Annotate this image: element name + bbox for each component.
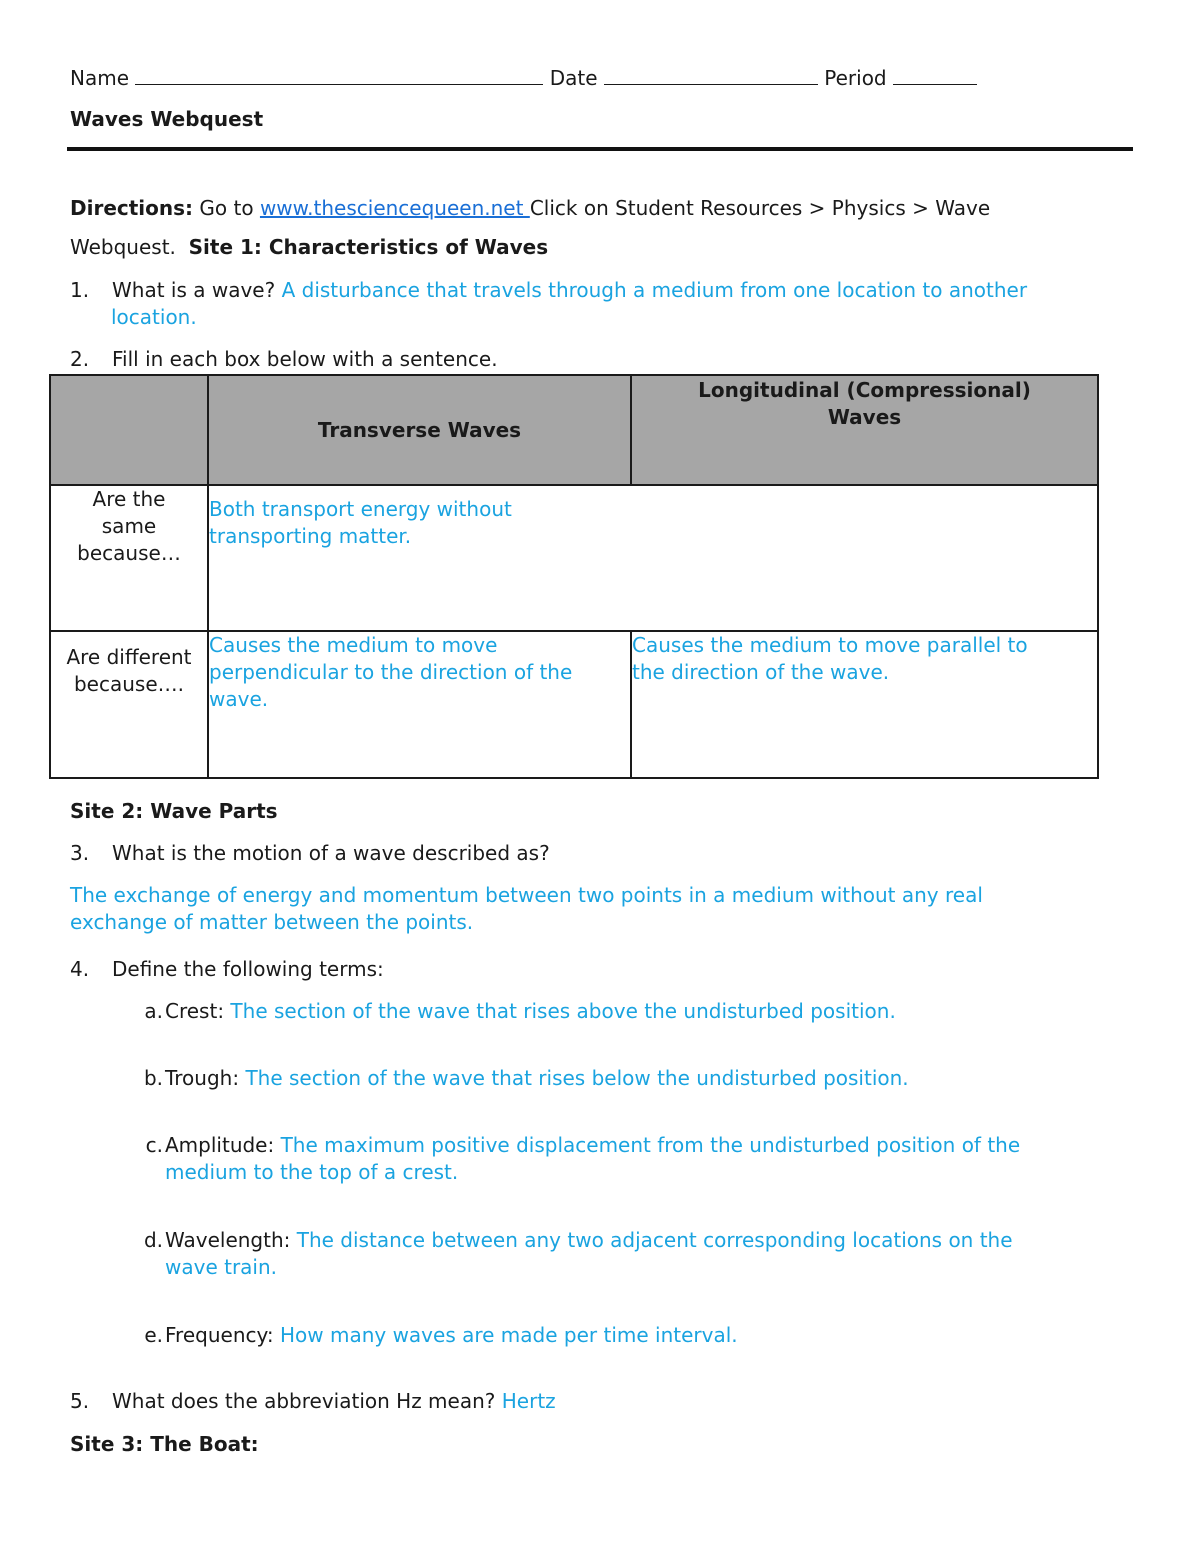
question-4-text: Define the following terms: bbox=[112, 957, 384, 981]
term-amplitude: c. Amplitude: The maximum positive displacement from the undisturbed position of the bbox=[145, 1133, 1021, 1157]
row-same-answer[interactable]: Both transport energy without transporting matter. bbox=[208, 485, 1098, 631]
directions-rest: Click on Student Resources > Physics > Wave bbox=[529, 196, 991, 220]
term-definition: The section of the wave that rises above the undisturbed position. bbox=[230, 999, 896, 1023]
term-label: Frequency: bbox=[165, 1323, 274, 1347]
question-4-number: 4. bbox=[70, 957, 90, 981]
term-definition: The maximum positive displacement from the undisturbed position of the bbox=[280, 1133, 1021, 1157]
question-3-answer-cont: exchange of matter between the points. bbox=[70, 910, 474, 934]
header-empty-cell bbox=[50, 375, 208, 485]
question-2-number: 2. bbox=[70, 347, 90, 371]
site1-heading: Site 1: Characteristics of Waves bbox=[188, 235, 549, 259]
row-different-longitudinal[interactable]: Causes the medium to move parallel to the direction of the wave. bbox=[631, 631, 1098, 778]
row-different-transverse[interactable]: Causes the medium to move perpendicular to the direction of the wave. bbox=[208, 631, 631, 778]
directions-line2 bbox=[70, 235, 548, 259]
question-1 bbox=[70, 278, 1027, 302]
question-1-answer: A disturbance that travels through a medium from one location to another bbox=[281, 278, 1028, 302]
document-title: Waves Webquest bbox=[70, 107, 264, 131]
term-wavelength-cont: wave train. bbox=[165, 1255, 278, 1279]
directions-webquest: Webquest. bbox=[70, 235, 176, 259]
directions-line1 bbox=[70, 196, 990, 220]
name-date-period-row bbox=[70, 66, 977, 90]
question-5-answer: Hertz bbox=[501, 1389, 556, 1413]
question-4 bbox=[70, 957, 384, 981]
term-trough: b. Trough: The section of the wave that rises below the undisturbed position. bbox=[143, 1066, 909, 1090]
title-divider bbox=[67, 147, 1133, 151]
question-3-answer: The exchange of energy and momentum between two points in a medium without any real bbox=[70, 883, 983, 907]
question-3 bbox=[70, 841, 550, 865]
question-1-text: What is a wave? bbox=[112, 278, 276, 302]
term-label: Amplitude: bbox=[165, 1133, 275, 1157]
website-link[interactable]: www.thesciencequeen.net bbox=[259, 196, 530, 220]
term-label: Wavelength: bbox=[165, 1228, 291, 1252]
question-1-answer-cont: location. bbox=[111, 305, 197, 329]
name-label: Name bbox=[70, 66, 130, 90]
table-header-row bbox=[50, 375, 1098, 485]
question-3-number: 3. bbox=[70, 841, 90, 865]
term-definition: How many waves are made per time interval. bbox=[279, 1323, 738, 1347]
period-label: Period bbox=[824, 66, 887, 90]
term-frequency: e. Frequency: How many waves are made per time interval. bbox=[144, 1323, 738, 1347]
row-different-label: Are different because…. bbox=[50, 631, 208, 778]
question-1-number: 1. bbox=[70, 278, 90, 302]
header-longitudinal-line2: Waves bbox=[827, 405, 902, 429]
question-3-text: What is the motion of a wave described as? bbox=[112, 841, 550, 865]
term-wavelength: d. Wavelength: The distance between any two adjacent corresponding locations on the bbox=[143, 1228, 1013, 1252]
table-row-same bbox=[50, 485, 1098, 631]
name-blank[interactable] bbox=[135, 66, 543, 85]
question-2-text: Fill in each box below with a sentence. bbox=[112, 347, 498, 371]
term-definition: The section of the wave that rises below the undisturbed position. bbox=[245, 1066, 909, 1090]
row-same-label: Are the same because… bbox=[50, 485, 208, 631]
term-definition: The distance between any two adjacent corresponding locations on the bbox=[296, 1228, 1013, 1252]
question-5-number: 5. bbox=[70, 1389, 90, 1413]
term-label: Crest: bbox=[165, 999, 225, 1023]
term-label: Trough: bbox=[165, 1066, 240, 1090]
header-transverse: Transverse Waves bbox=[208, 375, 631, 485]
directions-label: Directions: bbox=[70, 196, 194, 220]
date-blank[interactable] bbox=[604, 66, 818, 85]
date-label: Date bbox=[549, 66, 598, 90]
question-5-text: What does the abbreviation Hz mean? bbox=[112, 1389, 496, 1413]
header-longitudinal-line1: Longitudinal (Compressional) bbox=[698, 378, 1031, 402]
period-blank[interactable] bbox=[893, 66, 977, 85]
term-crest: a. Crest: The section of the wave that rises above the undisturbed position. bbox=[144, 999, 896, 1023]
term-amplitude-cont: medium to the top of a crest. bbox=[165, 1160, 459, 1184]
header-longitudinal bbox=[631, 375, 1098, 485]
comparison-table bbox=[49, 374, 1099, 779]
directions-go-to: Go to bbox=[199, 196, 254, 220]
site3-heading: Site 3: The Boat: bbox=[70, 1432, 259, 1456]
table-row-different bbox=[50, 631, 1098, 778]
site2-heading: Site 2: Wave Parts bbox=[70, 799, 278, 823]
question-5 bbox=[70, 1389, 556, 1413]
question-2 bbox=[70, 347, 498, 371]
